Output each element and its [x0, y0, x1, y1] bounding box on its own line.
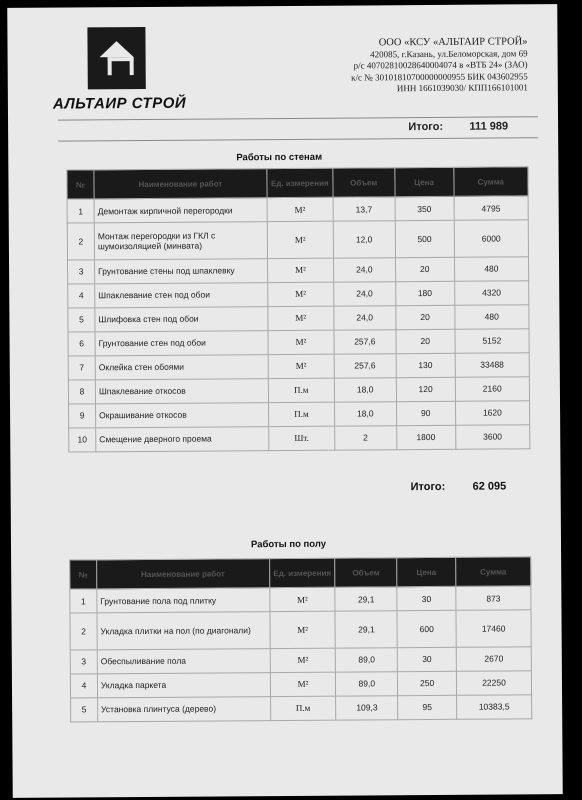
cell-col-name: Укладка плитки на пол (по диагонали)	[97, 612, 270, 650]
header-col-volume: Объем	[333, 168, 395, 197]
cell-col-number: 1	[67, 199, 94, 223]
table-row	[68, 328, 529, 355]
cell-col-sum: 480	[454, 304, 529, 329]
walls-table	[66, 166, 530, 452]
cell-col-volume: 12,0	[333, 221, 395, 258]
cell-col-unit: Шт.	[269, 426, 335, 450]
cell-col-name: Установка плинтуса (дерево)	[97, 696, 270, 721]
cell-col-sum: 4320	[454, 280, 529, 305]
cell-col-name: Укладка паркета	[97, 672, 270, 697]
cell-col-price: 30	[397, 647, 456, 671]
company-corr-account: к/с № 30101810700000000955 БИК 043602955	[351, 70, 528, 83]
cell-col-sum: 1620	[455, 400, 530, 425]
table-row	[68, 352, 529, 379]
header-col-name: Наименование работ	[96, 559, 269, 589]
cell-col-unit: М²	[270, 672, 336, 696]
table-row	[69, 424, 530, 451]
cell-col-volume: 24,0	[333, 257, 395, 281]
floor-section-title: Работы по полу	[250, 538, 327, 551]
cell-col-unit: М²	[267, 258, 333, 282]
company-name: ООО «КСУ «АЛЬТАИР СТРОЙ»	[378, 36, 528, 49]
cell-col-sum: 6000	[454, 220, 529, 257]
cell-col-number: 8	[68, 379, 95, 403]
cell-col-unit: П.м	[268, 378, 334, 402]
cell-col-number: 2	[70, 613, 97, 650]
cell-col-price: 20	[395, 305, 454, 329]
company-inn: ИНН 1661039030/ КПП166101001	[396, 82, 528, 94]
header-col-price: Цена	[397, 557, 456, 586]
cell-col-volume: 29,1	[335, 611, 397, 648]
table-row	[70, 610, 531, 650]
cell-col-number: 5	[68, 307, 95, 331]
cell-col-unit: М²	[267, 221, 333, 258]
cell-col-number: 7	[68, 355, 95, 379]
cell-col-name: Окрашивание откосов	[96, 402, 269, 427]
cell-col-name: Демонтаж кирпичной перегородки	[94, 198, 267, 223]
cell-col-unit: М²	[268, 282, 334, 306]
cell-col-sum: 33488	[455, 352, 530, 377]
table-row	[71, 694, 532, 721]
header-col-sum: Сумма	[456, 557, 531, 587]
cell-col-name: Шпаклевание откосов	[95, 378, 268, 403]
cell-col-price: 500	[395, 220, 454, 257]
cell-col-unit: П.м	[270, 696, 336, 720]
cell-col-number: 4	[68, 283, 95, 307]
walls-total-label: Итого:	[410, 480, 446, 494]
cell-col-name: Оклейка стен обоями	[95, 354, 268, 379]
cell-col-sum: 873	[456, 586, 531, 611]
cell-col-price: 600	[397, 610, 456, 647]
cell-col-name: Монтаж перегородки из ГКЛ с шумоизоляцией (минвата)	[94, 222, 267, 260]
header-col-unit: Ед. измерения	[269, 558, 335, 587]
table-row	[68, 280, 529, 307]
company-address: 420085, г.Казань, ул.Беломорская, дом 69	[370, 47, 528, 59]
cell-col-name: Грунтование стен под обои	[95, 330, 268, 355]
header-col-volume: Объем	[335, 558, 397, 587]
table-row	[69, 400, 530, 427]
house-logo-icon	[87, 27, 145, 89]
cell-col-sum: 2670	[456, 646, 531, 671]
cell-col-sum: 5152	[455, 328, 530, 353]
cell-col-volume: 18,0	[334, 377, 396, 401]
cell-col-number: 2	[67, 223, 94, 260]
grand-total-value: 111 989	[469, 120, 509, 133]
cell-col-sum: 10383,5	[457, 694, 532, 719]
cell-col-volume: 257,6	[334, 329, 396, 353]
cell-col-unit: М²	[268, 354, 334, 378]
cell-col-unit: М²	[268, 330, 334, 354]
cell-col-price: 20	[395, 257, 454, 281]
cell-col-volume: 89,0	[336, 647, 398, 671]
floor-table	[69, 556, 532, 722]
header-col-price: Цена	[395, 167, 454, 196]
cell-col-sum: 22250	[456, 670, 531, 695]
cell-col-unit: М²	[270, 611, 336, 648]
cell-col-name: Шпаклевание стен под обои	[95, 282, 268, 307]
cell-col-name: Грунтование пола под плитку	[97, 588, 270, 613]
cell-col-name: Обеспыливание пола	[97, 648, 270, 673]
cell-col-number: 9	[69, 403, 96, 427]
cell-col-sum: 2160	[455, 376, 530, 401]
cell-col-price: 95	[398, 695, 457, 719]
cell-col-number: 6	[68, 331, 95, 355]
cell-col-volume: 24,0	[334, 305, 396, 329]
header-col-number: №	[67, 170, 94, 199]
cell-col-price: 180	[395, 281, 454, 305]
cell-col-volume: 24,0	[333, 281, 395, 305]
table-row	[70, 646, 531, 673]
cell-col-price: 120	[396, 377, 455, 401]
cell-col-price: 250	[398, 671, 457, 695]
cell-col-number: 5	[71, 697, 98, 721]
cell-col-unit: М²	[267, 197, 333, 221]
cell-col-number: 3	[68, 259, 95, 283]
grand-total-label: Итого:	[408, 120, 444, 134]
cell-col-number: 4	[70, 673, 97, 697]
cell-col-price: 1800	[396, 425, 455, 449]
estimate-document	[7, 4, 563, 798]
cell-col-unit: М²	[270, 648, 336, 672]
table-row	[70, 670, 531, 697]
cell-col-unit: М²	[269, 587, 335, 611]
header-col-name: Наименование работ	[94, 169, 267, 199]
table-row	[70, 586, 531, 613]
company-details	[287, 36, 527, 95]
cell-col-number: 3	[70, 649, 97, 673]
cell-col-volume: 89,0	[336, 671, 398, 695]
walls-table-header	[67, 167, 528, 199]
cell-col-price: 90	[396, 401, 455, 425]
table-row	[67, 196, 528, 223]
table-row	[68, 256, 529, 283]
cell-col-sum: 480	[454, 256, 529, 281]
table-row	[68, 376, 529, 403]
cell-col-volume: 13,7	[333, 197, 395, 221]
company-account: р/с 40702810028640004074 в «ВТБ 24» (ЗАО)	[353, 59, 528, 71]
cell-col-sum: 3600	[455, 424, 530, 449]
cell-col-price: 350	[395, 196, 454, 220]
walls-total-value: 62 095	[472, 480, 507, 493]
cell-col-volume: 257,6	[334, 353, 396, 377]
floor-table-header	[70, 557, 531, 589]
walls-section-title: Работы по стенам	[236, 151, 323, 164]
cell-col-volume: 29,1	[335, 587, 397, 611]
cell-col-volume: 109,3	[336, 695, 398, 719]
company-logo	[52, 19, 193, 130]
table-row	[68, 304, 529, 331]
cell-col-sum: 4795	[454, 196, 529, 221]
cell-col-name: Смещение дверного проема	[96, 426, 269, 451]
cell-col-name: Шлифовка стен под обои	[95, 306, 268, 331]
cell-col-unit: П.м	[268, 402, 334, 426]
cell-col-price: 20	[396, 329, 455, 353]
cell-col-number: 1	[70, 589, 97, 613]
header-col-number: №	[70, 560, 97, 589]
cell-col-price: 30	[397, 586, 456, 610]
cell-col-volume: 2	[335, 425, 397, 449]
logo-text: АЛЬТАИР СТРОЙ	[52, 94, 187, 113]
header-col-unit: Ед. измерения	[267, 168, 333, 197]
table-row	[67, 220, 528, 260]
header-col-sum: Сумма	[453, 167, 528, 197]
cell-col-number: 10	[69, 427, 96, 451]
cell-col-name: Грунтование стены под шпаклевку	[95, 258, 268, 283]
cell-col-volume: 18,0	[334, 401, 396, 425]
cell-col-sum: 17460	[456, 610, 531, 647]
grand-total	[58, 116, 538, 141]
cell-col-unit: М²	[268, 306, 334, 330]
cell-col-price: 130	[396, 353, 455, 377]
